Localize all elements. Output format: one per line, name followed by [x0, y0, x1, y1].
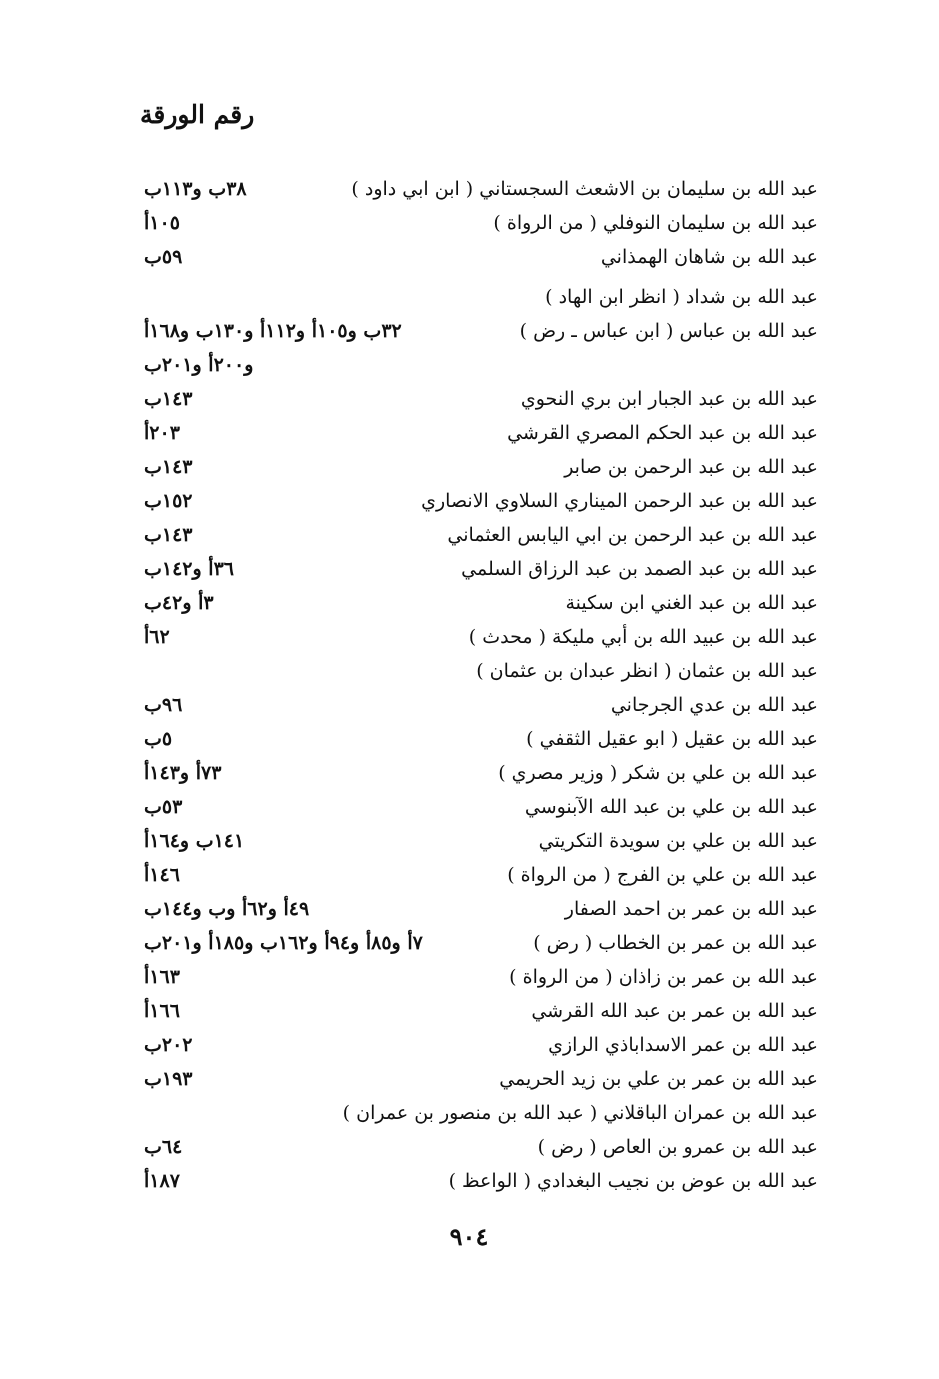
index-entry	[140, 722, 818, 756]
entry-folio-refs: ١٤٦أ	[144, 864, 180, 886]
entry-folio-refs: ٣٦أ و١٤٢ب	[144, 558, 235, 580]
entry-name: عبد الله بن سليمان النوفلي ( من الرواة )	[493, 212, 818, 234]
index-list	[140, 172, 818, 1198]
entry-folio-refs: ١٦٣أ	[144, 966, 180, 988]
index-entry	[140, 1028, 818, 1062]
entry-folio-refs: ١٤٣ب	[144, 456, 193, 478]
entry-name: عبد الله بن عبد الجبار ابن بري النحوي	[520, 388, 818, 410]
index-entry	[140, 960, 818, 994]
entry-folio-refs: ١٥٢ب	[144, 490, 193, 512]
index-entry	[140, 1062, 818, 1096]
index-entry	[140, 382, 818, 416]
entry-folio-refs: ١٤٣ب	[144, 524, 193, 546]
index-entry	[140, 314, 818, 348]
index-entry	[140, 790, 818, 824]
entry-folio-refs: ٥ب	[144, 728, 173, 750]
entry-name: عبد الله بن علي بن عبد الله الآبنوسي	[524, 796, 818, 818]
entry-name: عبد الله بن عمران الباقلاني ( عبد الله بن منصور بن عمران )	[342, 1102, 818, 1124]
entry-folio-refs: ١٨٧أ	[144, 1170, 180, 1192]
entry-folio-refs: ٦٤ب	[144, 1136, 183, 1158]
entry-folio-refs: ١٦٦أ	[144, 1000, 180, 1022]
index-entry	[140, 416, 818, 450]
entry-folio-refs: ١٤٣ب	[144, 388, 193, 410]
entry-folio-refs: ٦٢أ	[144, 626, 170, 648]
index-entry-continuation	[140, 348, 818, 382]
index-entry	[140, 994, 818, 1028]
entry-folio-refs: ٣٨ب و١١٣ب	[144, 178, 247, 200]
entry-name: عبد الله بن عوض بن نجيب البغدادي ( الواعظ )	[448, 1170, 818, 1192]
index-entry	[140, 824, 818, 858]
entry-name: عبد الله بن عبد الغني ابن سكينة	[565, 592, 818, 614]
entry-name: عبد الله بن عمر بن احمد الصفار	[564, 898, 818, 920]
index-entry	[140, 484, 818, 518]
entry-name: عبد الله بن عبد الرحمن بن صابر	[564, 456, 818, 478]
entry-name: عبد الله بن عبد الرحمن بن ابي اليابس العثماني	[447, 524, 818, 546]
entry-folio-refs: ٩٦ب	[144, 694, 183, 716]
entry-name: عبد الله بن علي بن شكر ( وزير مصري )	[498, 762, 818, 784]
index-entry	[140, 172, 818, 206]
entry-name: عبد الله بن عبد الحكم المصري القرشي	[507, 422, 818, 444]
entry-folio-refs: ١٠٥أ	[144, 212, 180, 234]
index-entry	[140, 586, 818, 620]
index-entry	[140, 1164, 818, 1198]
index-entry	[140, 206, 818, 240]
index-entry	[140, 688, 818, 722]
entry-name: عبد الله بن عبد الصمد بن عبد الرزاق السلمي	[461, 558, 818, 580]
index-entry	[140, 756, 818, 790]
entry-name: عبد الله بن عباس ( ابن عباس ـ رض )	[519, 320, 818, 342]
page-heading: رقم الورقة	[140, 100, 255, 129]
index-entry	[140, 620, 818, 654]
entry-name: عبد الله بن عمرو بن العاص ( رض )	[537, 1136, 818, 1158]
index-entry	[140, 1096, 818, 1130]
entry-folio-refs: ٣٢ب و١٠٥أ و١١٢أ و١٣٠ب و١٦٨أ	[144, 320, 402, 342]
entry-folio-refs: ١٩٣ب	[144, 1068, 193, 1090]
page-number: ٩٠٤	[449, 1222, 489, 1251]
entry-name: عبد الله بن عثمان ( انظر عبدان بن عثمان )	[476, 660, 818, 682]
entry-name: عبد الله بن عبد الرحمن الميناري السلاوي الانصاري	[421, 490, 818, 512]
entry-name: عبد الله بن عمر بن زاذان ( من الرواة )	[509, 966, 818, 988]
index-entry	[140, 552, 818, 586]
index-entry	[140, 926, 818, 960]
entry-folio-refs: ٢٠٣أ	[144, 422, 180, 444]
entry-folio-refs: ٣أ و٤٢ب	[144, 592, 214, 614]
entry-name: عبد الله بن عقيل ( ابو عقيل الثقفي )	[526, 728, 818, 750]
entry-name: عبد الله بن عمر بن الخطاب ( رض )	[533, 932, 818, 954]
entry-folio-refs: ٥٩ب	[144, 246, 183, 268]
index-entry	[140, 518, 818, 552]
index-entry	[140, 280, 818, 314]
index-entry	[140, 240, 818, 274]
entry-name: عبد الله بن شداد ( انظر ابن الهاد )	[545, 286, 818, 308]
entry-name: عبد الله بن عمر بن عبد الله القرشي	[531, 1000, 818, 1022]
entry-name: عبد الله بن سليمان بن الاشعث السجستاني ( ابن ابي داود )	[351, 178, 818, 200]
index-entry	[140, 654, 818, 688]
index-entry	[140, 892, 818, 926]
entry-name: عبد الله بن عبيد الله بن أبي مليكة ( محدث )	[468, 626, 818, 648]
index-entry	[140, 450, 818, 484]
entry-name: عبد الله بن شاهان الهمذاني	[600, 246, 818, 268]
entry-folio-refs: ٧٣أ و١٤٣أ	[144, 762, 222, 784]
index-entry	[140, 858, 818, 892]
entry-name: عبد الله بن علي بن الفرج ( من الرواة )	[507, 864, 818, 886]
entry-name: عبد الله بن عدي الجرجاني	[610, 694, 818, 716]
entry-name: عبد الله بن علي بن سويدة التكريتي	[538, 830, 818, 852]
entry-folio-refs: ٧أ و٨٥أ و٩٤أ و١٦٢ب و١٨٥أ و٢٠١ب	[144, 932, 423, 954]
entry-folio-refs: ٥٣ب	[144, 796, 183, 818]
entry-folio-refs: ٤٩أ و٦٢أ وب و١٤٤ب	[144, 898, 310, 920]
entry-folio-refs: و٢٠٠أ و٢٠١ب	[144, 354, 254, 376]
entry-name: عبد الله بن عمر بن علي بن زيد الحريمي	[499, 1068, 818, 1090]
index-entry	[140, 1130, 818, 1164]
entry-folio-refs: ١٤١ب و١٦٤أ	[144, 830, 245, 852]
entry-folio-refs: ٢٠٢ب	[144, 1034, 193, 1056]
entry-name: عبد الله بن عمر الاسداباذي الرازي	[548, 1034, 818, 1056]
